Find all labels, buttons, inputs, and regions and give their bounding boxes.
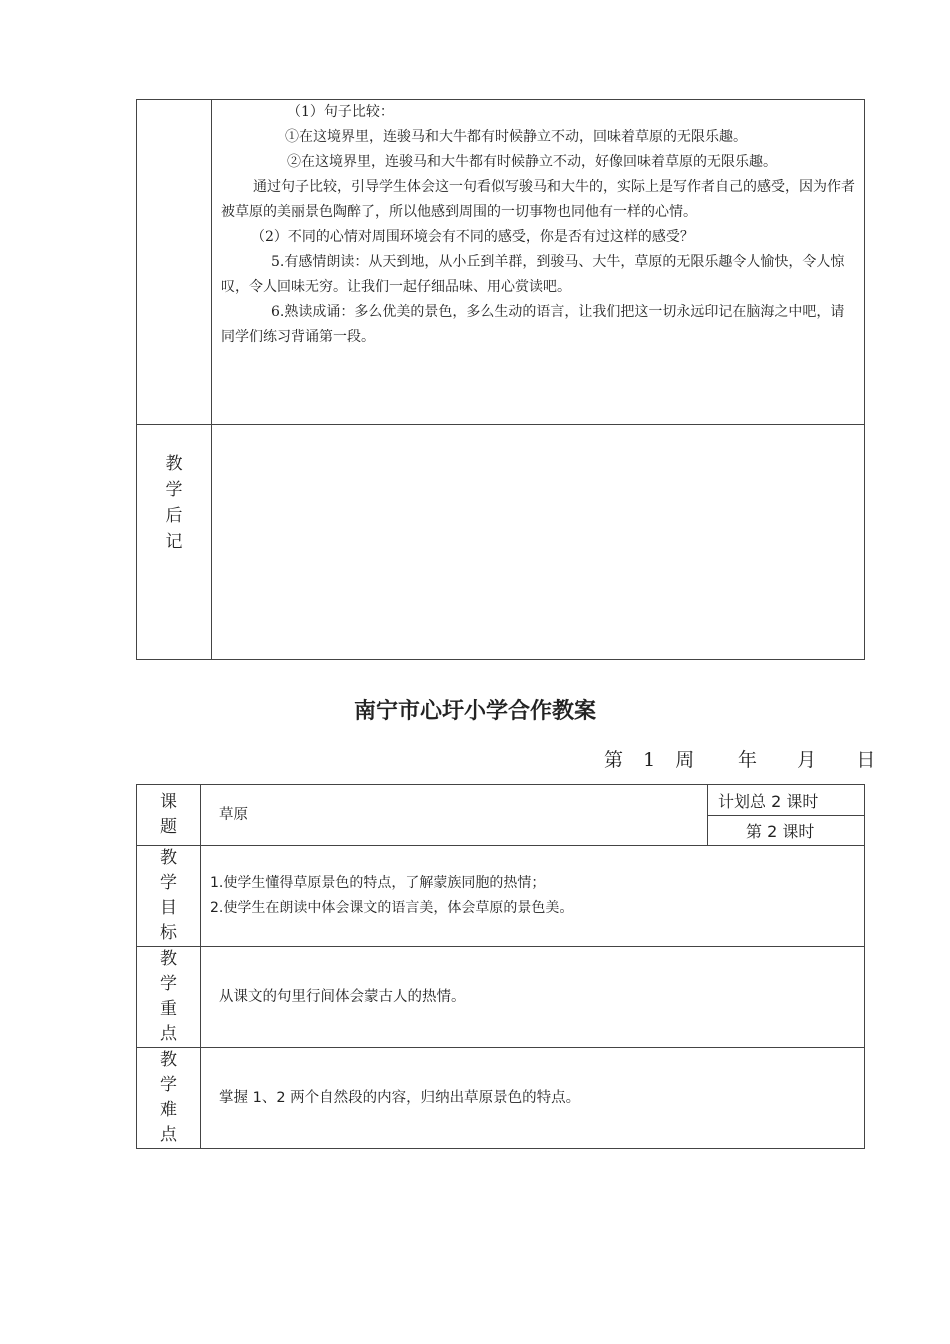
week-number: 第 1 周 <box>604 749 695 771</box>
afterword-label-cell <box>137 425 212 660</box>
key-point-label-cell: 教 学 重 点 <box>137 947 201 1048</box>
afterword-label: 教 学 后 记 <box>165 454 183 552</box>
goals-cell <box>201 846 865 947</box>
lesson-continuation-table <box>136 99 865 660</box>
topic-label-cell: 课 题 <box>137 785 201 846</box>
paragraph-compare-explanation: 通过句子比较，引导学生体会这一句看似写骏马和大牛的，实际上是写作者自己的感受，因为作者被草原的美丽景色陶醉了，所以他感到周围的一切事物也同他有一样的心情。 <box>221 179 855 220</box>
paragraph-sentence-compare: （1）句子比较： <box>287 104 394 120</box>
lesson-plan-table <box>136 784 865 1149</box>
difficulty-value: 掌握 1、2 两个自然段的内容，归纳出草原景色的特点。 <box>201 1048 865 1149</box>
goal-item: 1.使学生懂得草原景色的特点，了解蒙族同胞的热情； <box>210 875 546 891</box>
paragraph-sentence-2: ②在这境界里，连骏马和大牛都有时候静立不动，好像回味着草原的无限乐趣。 <box>287 154 777 170</box>
date-fields: 年 月 日 <box>738 749 876 771</box>
topic-value: 草原 <box>201 785 708 846</box>
week-date-line <box>604 745 875 772</box>
empty-label-cell <box>137 100 212 425</box>
paragraph-feeling-question: （2）不同的心情对周围环境会有不同的感受，你是否有过这样的感受？ <box>251 229 694 245</box>
goals-label-cell: 教 学 目 标 <box>137 846 201 947</box>
paragraph-read-aloud: 5.有感情朗读：从天到地，从小丘到羊群，到骏马、大牛，草原的无限乐趣令人愉快，令人惊叹，令人回味无穷。让我们一起仔细品味、用心赏读吧。 <box>221 254 845 295</box>
lesson-body-cell <box>212 100 865 425</box>
paragraph-recite: 6.熟读成诵：多么优美的景色，多么生动的语言，让我们把这一切永远印记在脑海之中吧，请同学们练习背诵第一段。 <box>221 304 845 345</box>
paragraph-sentence-1: ①在这境界里，连骏马和大牛都有时候静立不动，回味着草原的无限乐趣。 <box>285 129 747 145</box>
page-title: 南宁市心圩小学合作教案 <box>353 699 596 724</box>
plan-total-hours: 计划总 2 课时 <box>708 785 865 816</box>
afterword-content-cell <box>212 425 865 660</box>
goal-item: 2.使学生在朗读中体会课文的语言美，体会草原的景色美。 <box>210 900 574 916</box>
key-point-value: 从课文的句里行间体会蒙古人的热情。 <box>201 947 865 1048</box>
difficulty-label-cell: 教 学 难 点 <box>137 1048 201 1149</box>
plan-current-hour: 第 2 课时 <box>708 816 865 846</box>
